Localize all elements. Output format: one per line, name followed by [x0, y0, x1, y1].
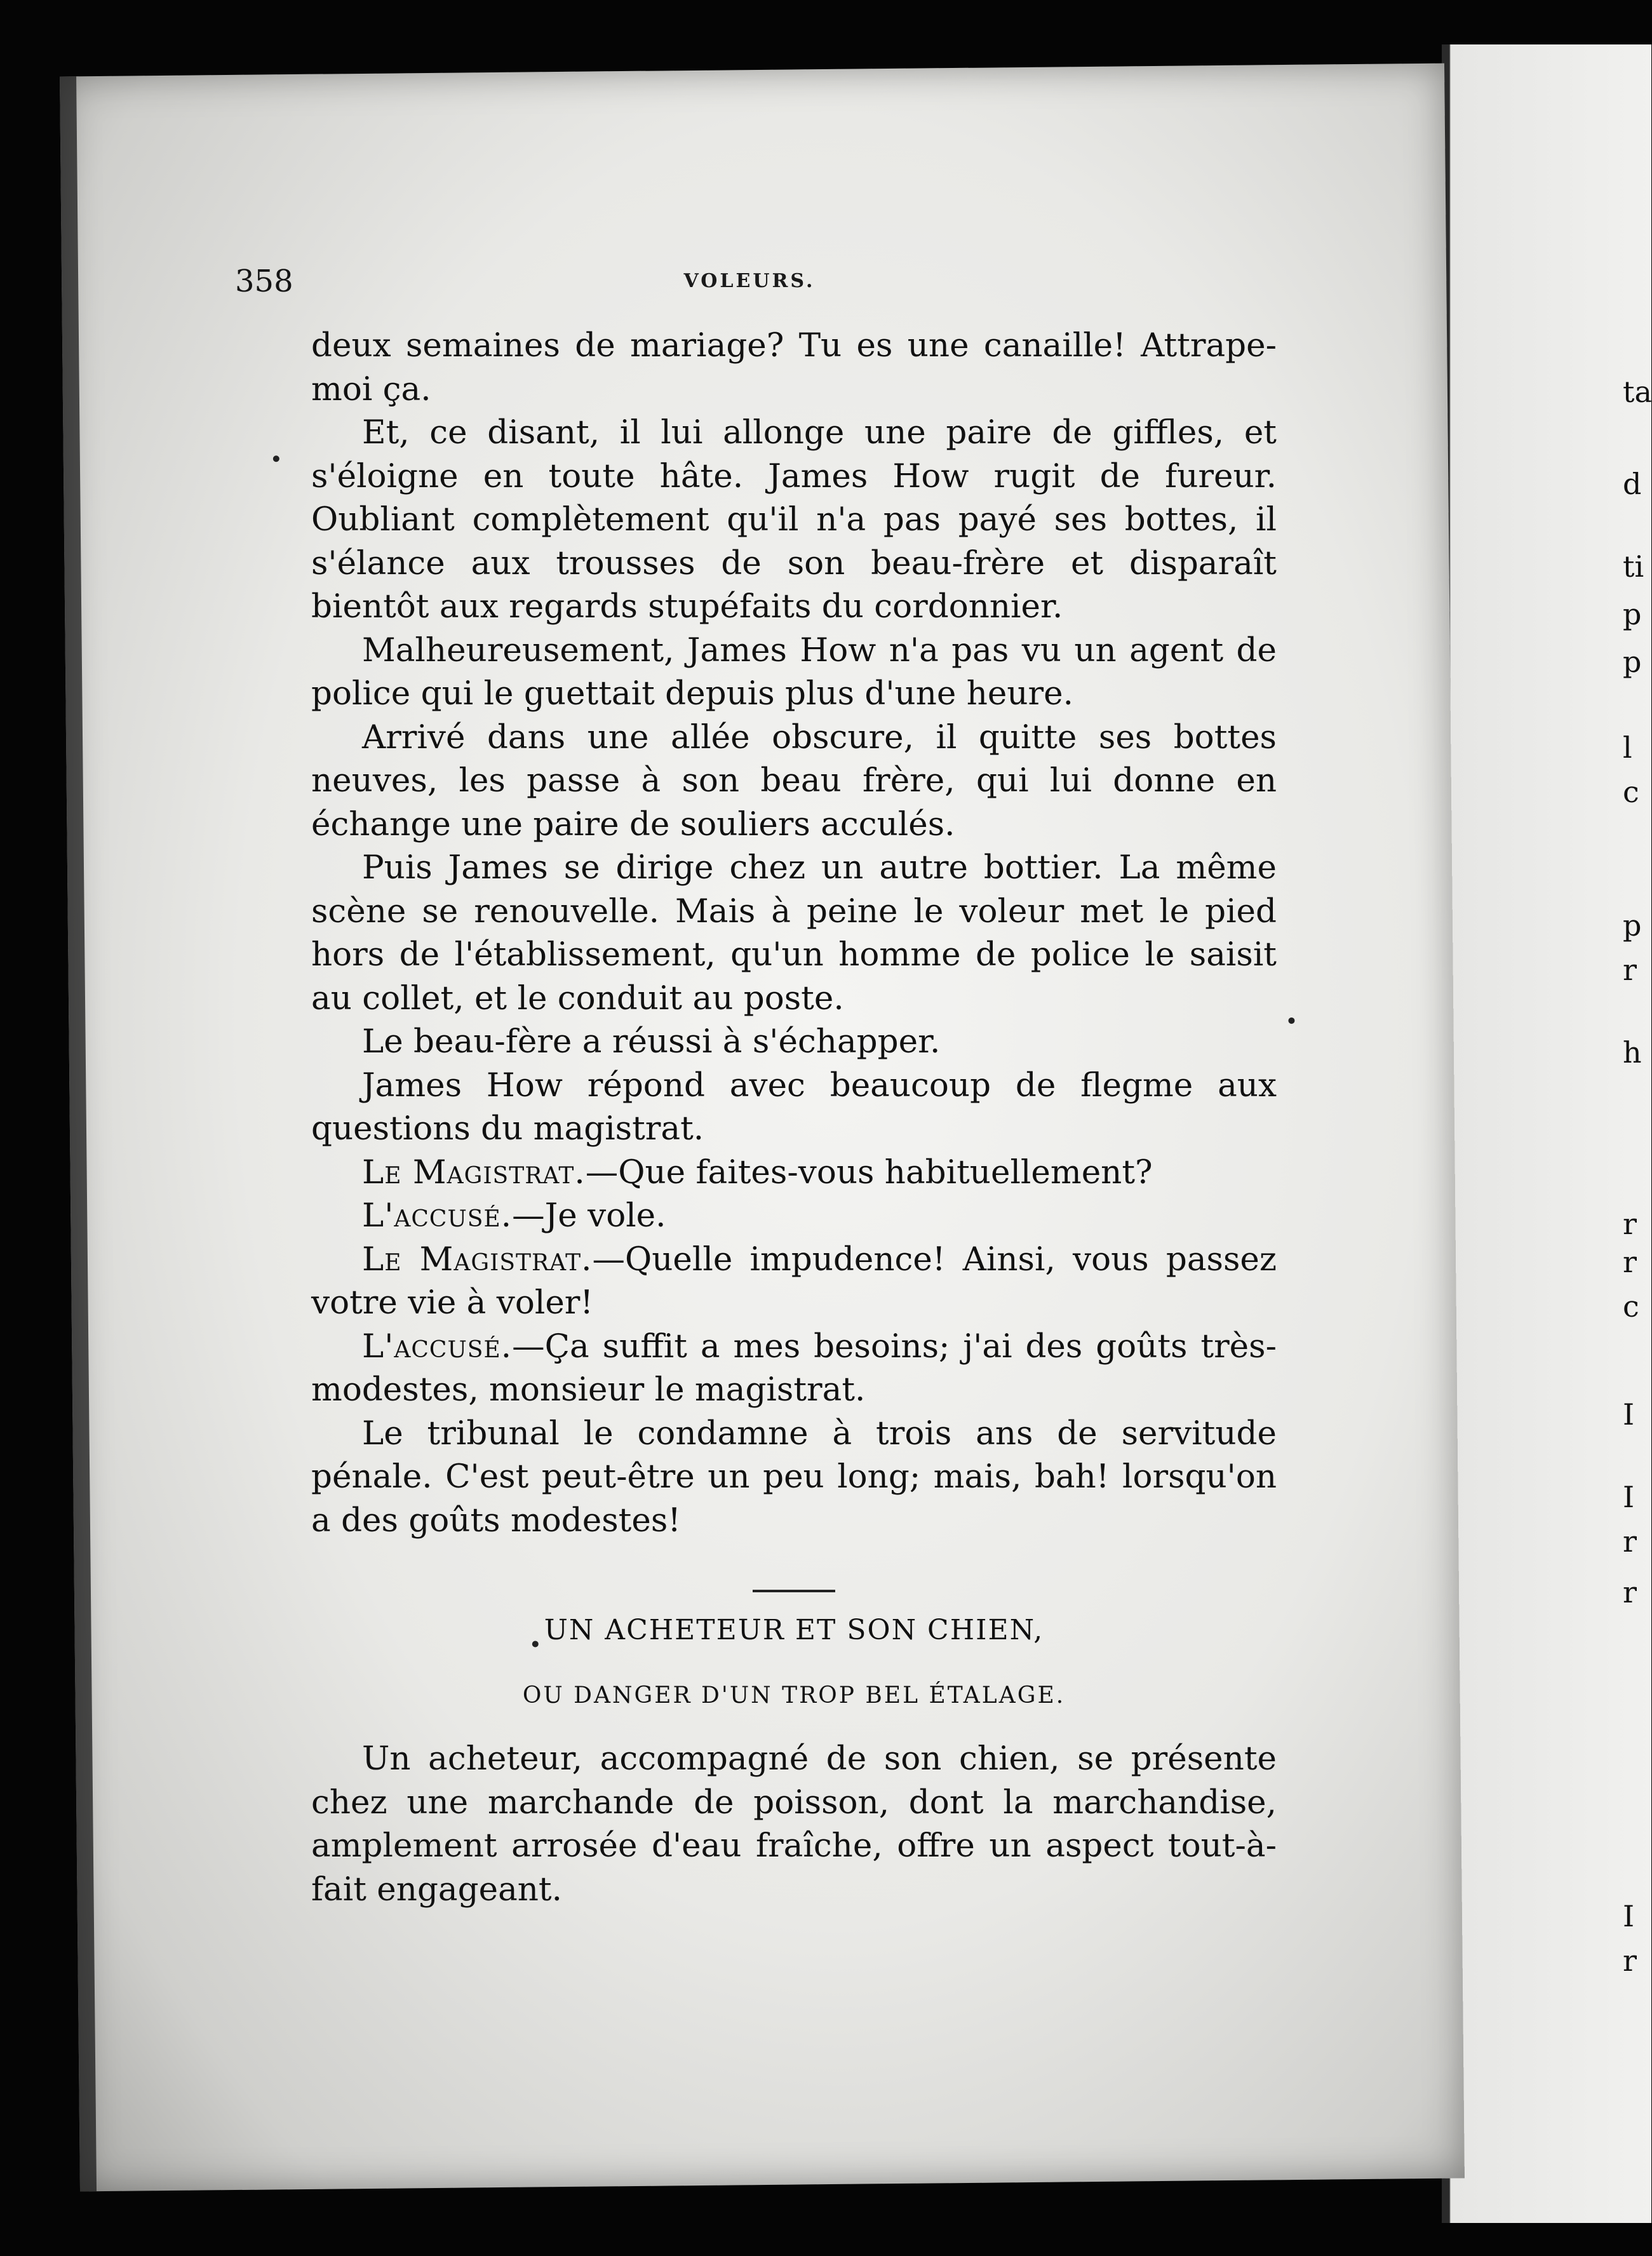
- speaker: L'accusé.: [362, 1327, 513, 1366]
- facing-page-letter: ta: [1623, 375, 1652, 409]
- paragraph: Puis James se dirige chez un autre bottier. La même scène se renouvelle. Mais à peine le voleur met le pied hors de l'établissement, qu'un homme de police le saisit au collet, et le conduit au poste.: [311, 849, 1277, 1017]
- facing-page-letter: r: [1623, 1207, 1637, 1241]
- paragraph: Le tribunal le condamne à trois ans de servitude pénale. C'est peut-être un peu long; mais, bah! lorsqu'on a des goûts modestes!: [311, 1414, 1277, 1540]
- facing-page-letter: c: [1623, 1289, 1639, 1324]
- paragraph: Un acheteur, accompagné de son chien, se présente chez une marchande de poisson, dont la marchandise, amplement arrosée d'eau fraîche, offre un aspect tout-à-fait engageant.: [311, 1740, 1277, 1909]
- dialogue-line: [311, 1151, 1277, 1195]
- facing-page-letter: r: [1623, 1245, 1637, 1279]
- paragraph: deux semaines de mariage? Tu es une canaille! Attrape-moi ça.: [311, 326, 1277, 408]
- facing-page-letter: l: [1623, 730, 1632, 765]
- facing-page-letter: I: [1623, 1480, 1635, 1514]
- facing-page-letter: h: [1623, 1035, 1642, 1070]
- facing-page-letter: r: [1623, 1575, 1637, 1609]
- ink-speck: [273, 455, 279, 462]
- speech: —Que faites-vous habituellement?: [585, 1153, 1153, 1192]
- speaker: Le Magistrat.: [362, 1240, 593, 1279]
- facing-page-letter: c: [1623, 775, 1639, 809]
- speaker: Le Magistrat.: [362, 1153, 586, 1192]
- facing-page-letter: r: [1623, 1944, 1637, 1978]
- section-divider: [753, 1590, 835, 1592]
- dialogue-line: [311, 1238, 1277, 1325]
- paragraph: Malheureusement, James How n'a pas vu un agent de police qui le guettait depuis plus d'une heure.: [311, 631, 1277, 713]
- page-header: [235, 264, 1264, 308]
- ink-speck: [1288, 1017, 1294, 1024]
- facing-page-letter: p: [1623, 597, 1642, 631]
- facing-page-letter: p: [1623, 645, 1642, 679]
- facing-page-letter: I: [1623, 1397, 1635, 1432]
- speech: —Je vole.: [512, 1197, 666, 1235]
- speech: —Ça suffit a mes besoins; j'ai des goûts très-modestes, monsieur le magistrat.: [311, 1327, 1277, 1409]
- story-title: UN ACHETEUR ET SON CHIEN,: [544, 1614, 1044, 1646]
- page-number: 358: [235, 264, 293, 299]
- body-text: [311, 324, 1277, 1911]
- facing-page-letter: r: [1623, 953, 1637, 987]
- facing-page: [1442, 44, 1651, 2223]
- paragraph: Le beau-fère a réussi à s'échapper.: [362, 1023, 941, 1061]
- paragraph: James How répond avec beaucoup de flegme aux questions du magistrat.: [311, 1066, 1277, 1148]
- facing-page-letter: d: [1623, 467, 1642, 501]
- speech: —Quelle impudence! Ainsi, vous passez votre vie à voler!: [311, 1240, 1277, 1322]
- dialogue-line: [311, 1194, 1277, 1238]
- facing-page-letter: p: [1623, 908, 1642, 943]
- speaker: L'accusé.: [362, 1197, 513, 1235]
- facing-page-letter: I: [1623, 1899, 1635, 1933]
- paragraph: Et, ce disant, il lui allonge une paire de giffles, et s'éloigne en toute hâte. James How rugit de fureur. Oubliant complètement qu'il n'a pas payé ses bottes, il s'élance aux trousses de son beau-frère et disparaît bientôt aux regards stupéfaits du cordonnier.: [311, 413, 1277, 626]
- facing-page-letter: ti: [1623, 549, 1644, 584]
- running-title: VOLEURS.: [683, 270, 816, 292]
- facing-page-letter: r: [1623, 1524, 1637, 1559]
- paragraph: Arrivé dans une allée obscure, il quitte ses bottes neuves, les passe à son beau frère, qui lui donne en échange une paire de souliers acculés.: [311, 718, 1277, 843]
- story-subtitle: OU DANGER D'UN TROP BEL ÉTALAGE.: [522, 1682, 1066, 1709]
- dialogue-line: [311, 1325, 1277, 1412]
